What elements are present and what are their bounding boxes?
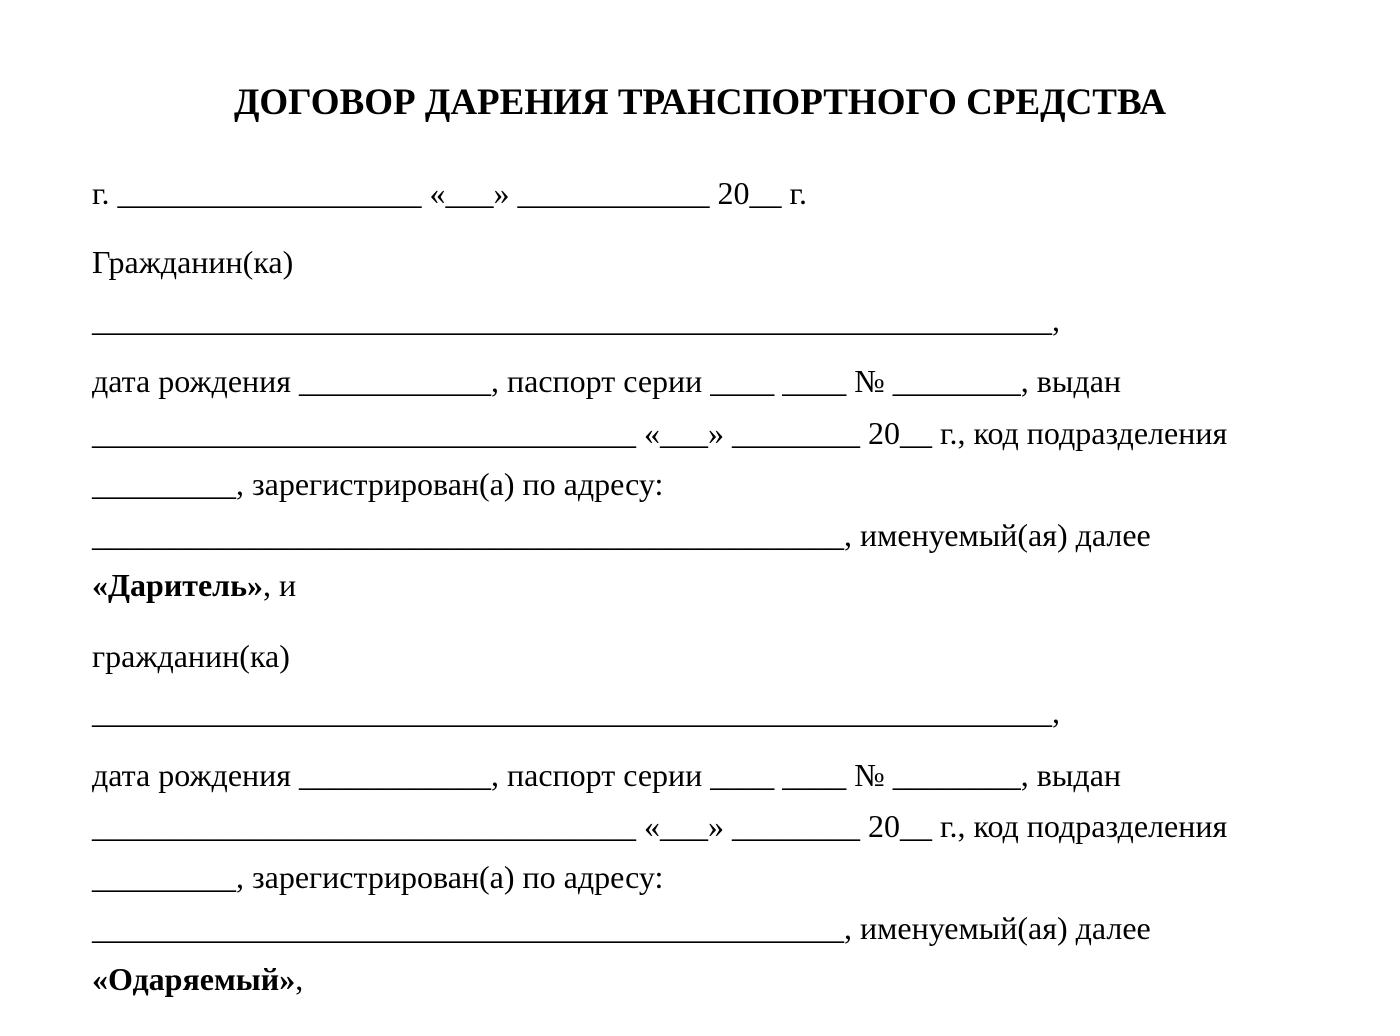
donor-birth-passport: дата рождения ____________, паспорт серии ____ ____ № ________, выдан (92, 363, 1122, 399)
recipient-address-line: _______________________________________________, именуемый(ая) далее (92, 910, 1151, 946)
donor-name-blank: ____________________________________________________________, (92, 302, 1060, 338)
document-title: ДОГОВОР ДАРЕНИЯ ТРАНСПОРТНОГО СРЕДСТВА (233, 82, 1167, 123)
donor-issued-line: __________________________________ «___» ________ 20__ г., код подразделения (92, 415, 1228, 451)
donor-registration: _________, зарегистрирован(а) по адресу: (92, 466, 664, 502)
recipient-role-suffix: , (295, 961, 304, 997)
place-date-line: г. ___________________ «___» ____________ 20__ г. (92, 175, 808, 211)
recipient-intro: гражданин(ка) (92, 638, 290, 674)
recipient-issued-line: __________________________________ «___» ________ 20__ г., код подразделения (92, 808, 1228, 844)
recipient-name-blank: ____________________________________________________________, (92, 694, 1060, 730)
recipient-registration: _________, зарегистрирован(а) по адресу: (92, 859, 664, 895)
donor-address-line: _______________________________________________, именуемый(ая) далее (92, 517, 1151, 553)
recipient-role-line (92, 957, 303, 1001)
donor-role-line (92, 563, 296, 607)
donor-role-suffix: , и (263, 567, 297, 603)
donor-intro: Гражданин(ка) (92, 244, 294, 280)
recipient-birth-passport: дата рождения ____________, паспорт серии ____ ____ № ________, выдан (92, 757, 1122, 793)
recipient-role: «Одаряемый» (92, 961, 296, 997)
donor-role: «Даритель» (92, 567, 264, 603)
